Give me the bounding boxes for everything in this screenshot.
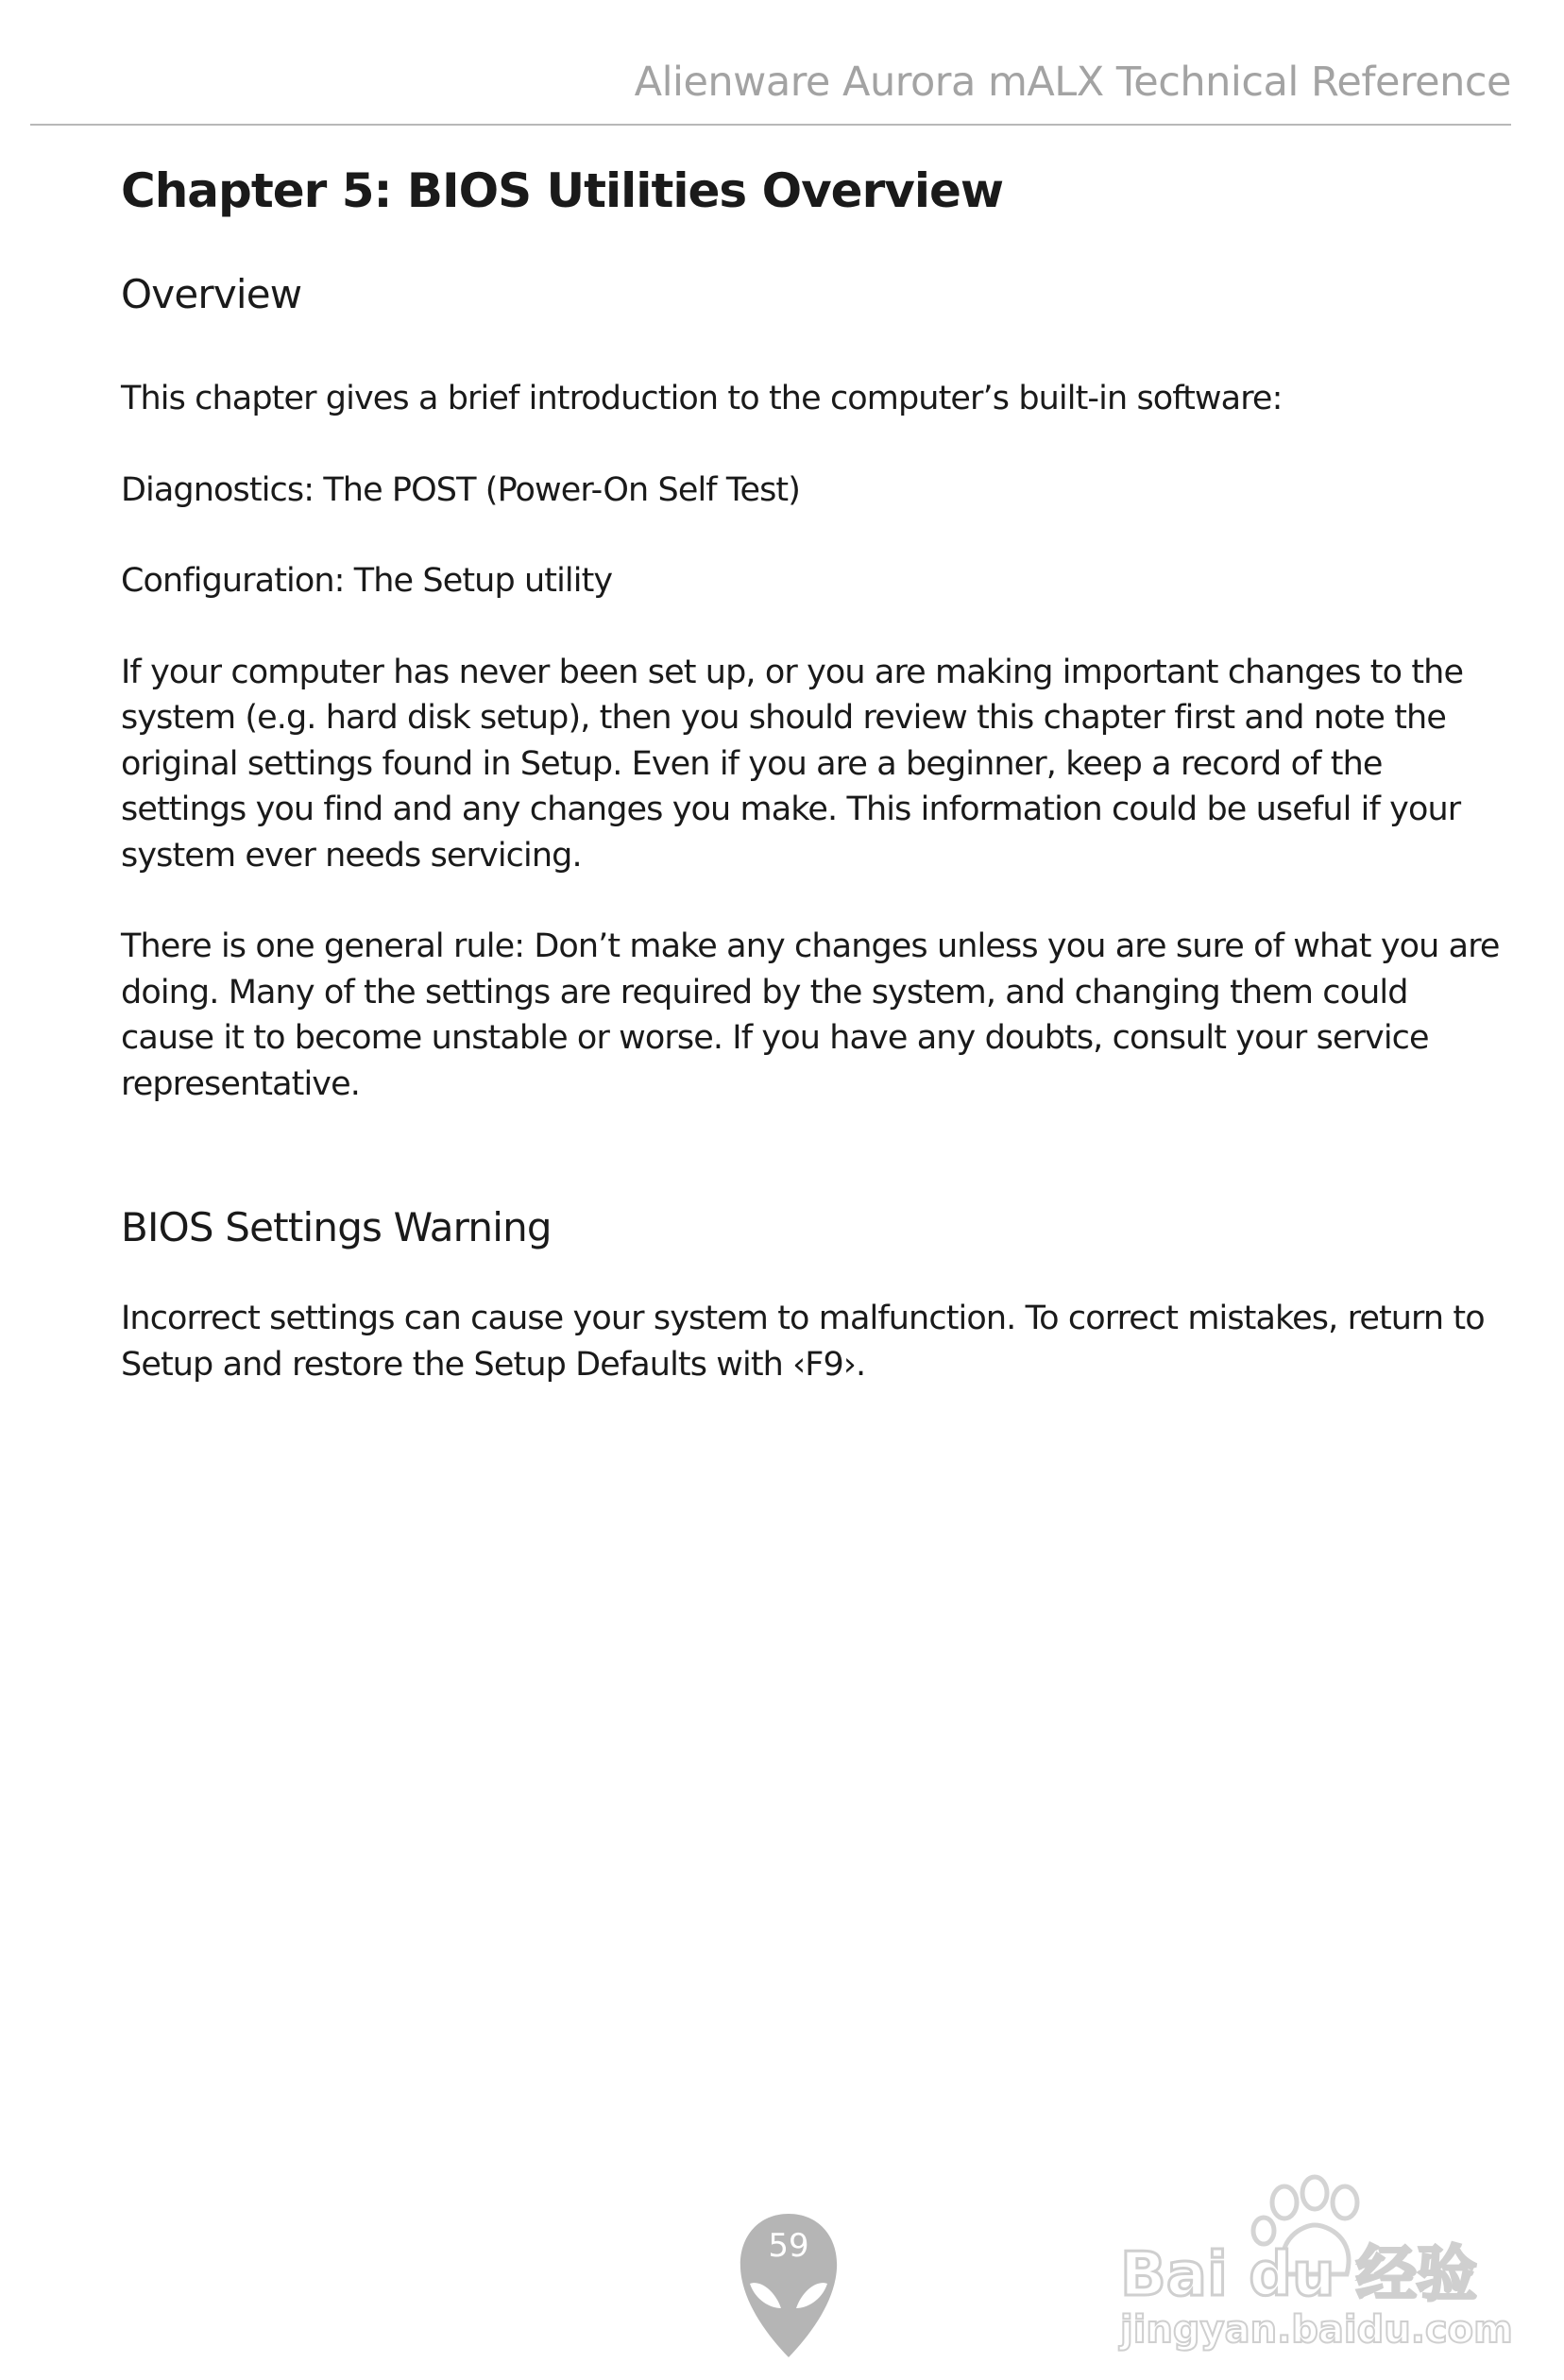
overview-heading: Overview xyxy=(121,271,302,317)
watermark-url: jingyan.baidu.com xyxy=(1120,2308,1511,2352)
watermark-brand: Bai du 经验 xyxy=(1120,2240,1477,2310)
baidu-watermark xyxy=(1114,2163,1511,2352)
general-rule-paragraph: There is one general rule: Don’t make any changes unless you are sure of what you are doing. Many of the settings are required by the system, and changing them could cause it to become unstable or worse. If you have any doubts, consult your service representative. xyxy=(121,927,1500,1103)
overview-intro: This chapter gives a brief introduction to the computer’s built-in software: xyxy=(121,380,1283,417)
diagnostics-item: Diagnostics: The POST (Power-On Self Test) xyxy=(121,470,801,509)
header-divider xyxy=(30,124,1511,126)
page-number: 59 xyxy=(768,2227,809,2265)
running-header: Alienware Aurora mALX Technical Reference xyxy=(634,59,1511,106)
page-content xyxy=(121,159,1509,1387)
watermark-graphic xyxy=(1114,2163,1511,2352)
bios-warning-heading: BIOS Settings Warning xyxy=(121,1204,552,1250)
chapter-title: Chapter 5: BIOS Utilities Overview xyxy=(121,163,1004,218)
page-number-badge xyxy=(737,2210,841,2361)
configuration-item: Configuration: The Setup utility xyxy=(121,562,613,600)
setup-paragraph: If your computer has never been set up, or you are making important changes to the system (e.g. hard disk setup), then you should review this chapter first and note the original settings found in Setup. Even if you are a beginner, keep a record of the settings you find and any changes you make. This information could be useful if your system ever needs servicing. xyxy=(121,653,1464,875)
bios-warning-paragraph: Incorrect settings can cause your system to malfunction. To correct mistakes, return to Setup and restore the Setup Defaults with ‹F9›. xyxy=(121,1300,1485,1384)
